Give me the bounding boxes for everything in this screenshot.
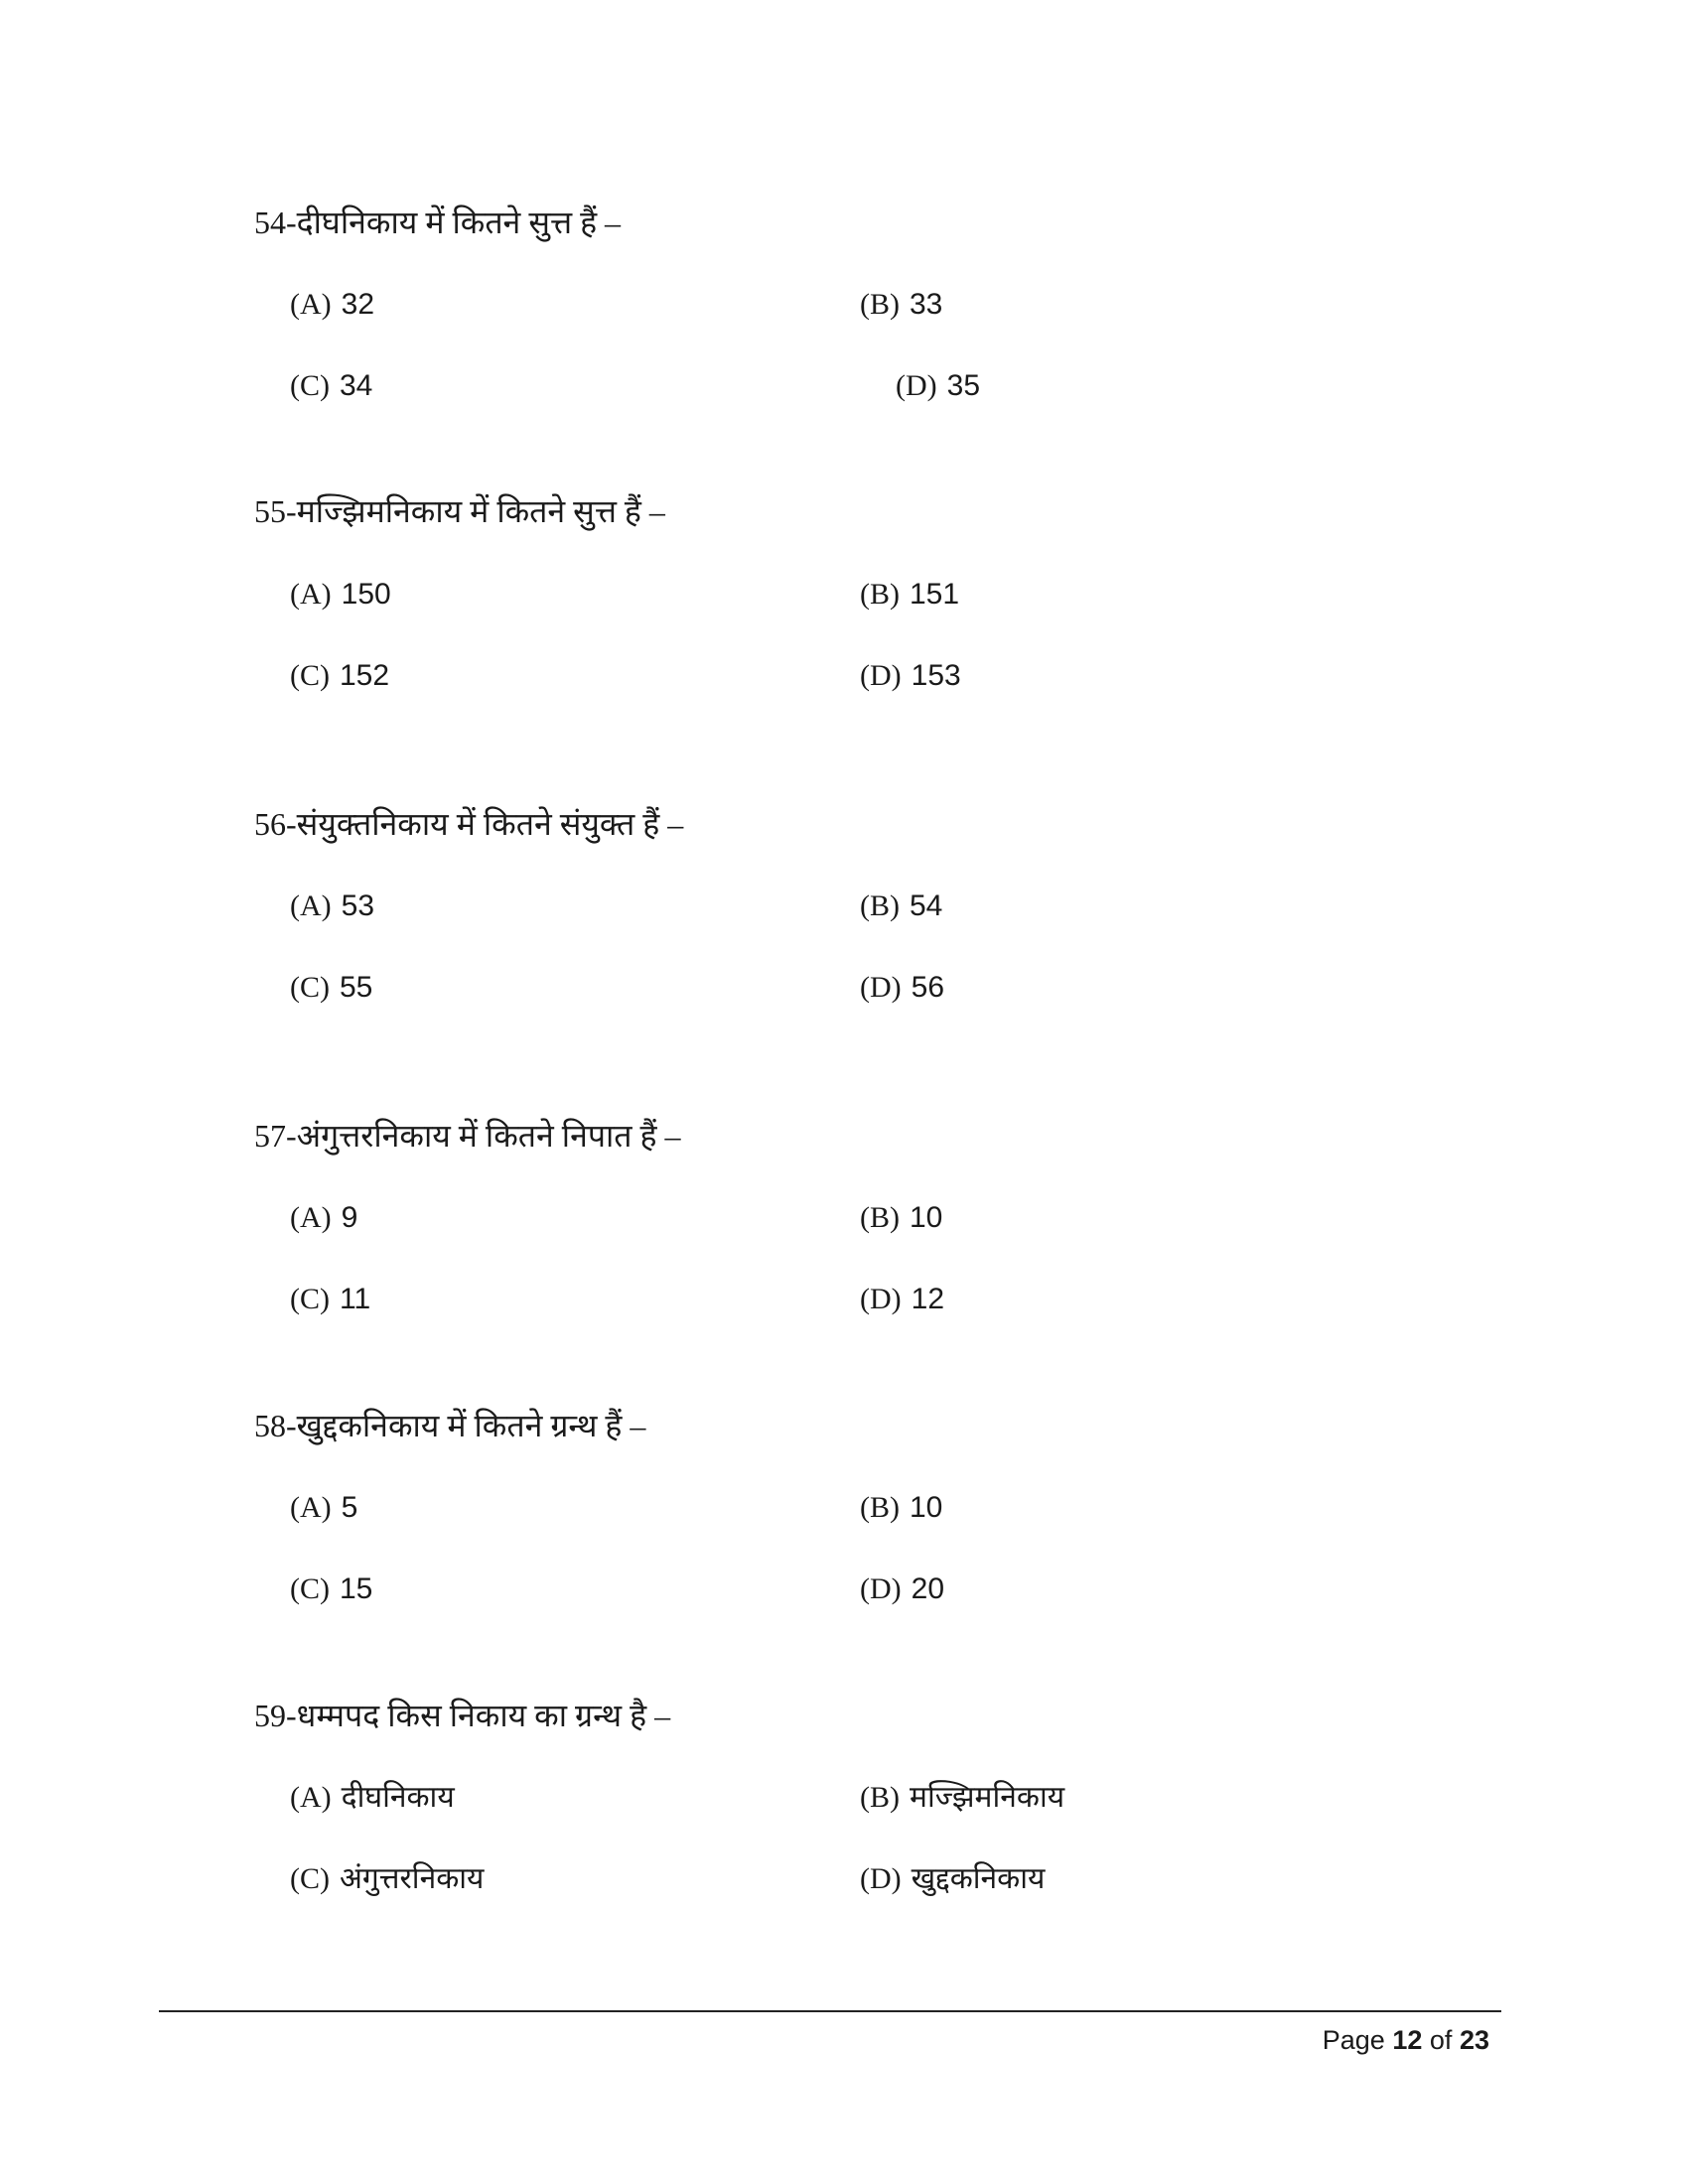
question-58-option-c xyxy=(290,1574,372,1604)
option-label: (A) xyxy=(290,889,332,922)
of-word: of xyxy=(1429,2025,1453,2055)
option-text: 150 xyxy=(341,578,391,611)
option-label: (C) xyxy=(290,1283,330,1315)
current-page: 12 xyxy=(1392,2025,1423,2055)
option-text: 151 xyxy=(910,578,960,611)
question-56-option-a xyxy=(290,891,374,921)
option-label: (C) xyxy=(290,659,330,692)
question-56-option-b xyxy=(860,891,942,921)
option-text: 10 xyxy=(910,1491,943,1524)
option-text: 153 xyxy=(911,659,961,692)
option-label: (C) xyxy=(290,1862,330,1895)
footer-divider xyxy=(159,2010,1501,2012)
question-54-option-b xyxy=(860,290,942,320)
option-text: 5 xyxy=(341,1491,358,1524)
option-text: 152 xyxy=(340,659,390,692)
question-56-text: 56-संयुक्तनिकाय में कितने संयुक्त हैं – xyxy=(254,806,684,842)
option-text: 20 xyxy=(911,1572,945,1605)
question-54-option-a xyxy=(290,290,374,320)
option-text: 11 xyxy=(340,1283,371,1315)
question-57-text: 57-अंगुत्तरनिकाय में कितने निपात हैं – xyxy=(254,1118,681,1154)
question-54-option-c xyxy=(290,371,372,401)
option-label: (D) xyxy=(860,659,902,692)
option-text: 55 xyxy=(340,971,373,1004)
option-text: दीघनिकाय xyxy=(341,1780,455,1815)
option-text: 15 xyxy=(340,1572,373,1605)
option-label: (B) xyxy=(860,288,900,321)
question-54-option-d xyxy=(896,371,980,401)
question-57-option-d xyxy=(860,1285,944,1314)
option-label: (B) xyxy=(860,1201,900,1234)
option-label: (B) xyxy=(860,1781,900,1814)
question-58-text: 58-खुद्दकनिकाय में कितने ग्रन्थ हैं – xyxy=(254,1408,646,1443)
option-label: (C) xyxy=(290,1572,330,1605)
question-54-text: 54-दीघनिकाय में कितने सुत्त हैं – xyxy=(254,205,622,240)
question-58-option-b xyxy=(860,1493,942,1523)
option-text: 9 xyxy=(341,1201,358,1234)
option-label: (D) xyxy=(860,1862,902,1895)
option-text: मज्झिमनिकाय xyxy=(910,1780,1065,1815)
option-label: (D) xyxy=(860,1572,902,1605)
option-text: 33 xyxy=(910,288,943,321)
option-text: 53 xyxy=(341,889,375,922)
option-label: (A) xyxy=(290,578,332,611)
option-label: (B) xyxy=(860,889,900,922)
question-55-option-b xyxy=(860,580,959,610)
option-text: अंगुत्तरनिकाय xyxy=(340,1861,485,1896)
option-text: 12 xyxy=(911,1283,945,1315)
page-number xyxy=(1323,2025,1489,2056)
option-label: (D) xyxy=(860,971,902,1004)
question-58-option-d xyxy=(860,1574,944,1604)
option-text: 56 xyxy=(911,971,945,1004)
question-57-option-b xyxy=(860,1203,942,1233)
option-text: 32 xyxy=(341,288,375,321)
question-59-option-d xyxy=(860,1861,1046,1896)
option-text: 10 xyxy=(910,1201,943,1234)
question-59-text: 59-धम्मपद किस निकाय का ग्रन्थ है – xyxy=(254,1698,671,1733)
option-label: (C) xyxy=(290,971,330,1004)
option-label: (D) xyxy=(860,1283,902,1315)
question-55-text: 55-मज्झिमनिकाय में कितने सुत्त हैं – xyxy=(254,493,665,529)
option-label: (D) xyxy=(896,369,937,402)
question-56-option-d xyxy=(860,973,944,1003)
question-59-option-a xyxy=(290,1780,455,1815)
option-text: खुद्दकनिकाय xyxy=(911,1861,1046,1896)
option-label: (A) xyxy=(290,1781,332,1814)
option-label: (A) xyxy=(290,288,332,321)
option-text: 54 xyxy=(910,889,943,922)
question-55-option-d xyxy=(860,661,961,691)
total-pages: 23 xyxy=(1459,2025,1489,2055)
question-55-option-a xyxy=(290,580,391,610)
page-word: Page xyxy=(1322,2025,1385,2055)
question-55-option-c xyxy=(290,661,389,691)
option-label: (B) xyxy=(860,1491,900,1524)
option-text: 35 xyxy=(946,369,981,402)
question-56-option-c xyxy=(290,973,372,1003)
question-58-option-a xyxy=(290,1493,357,1523)
option-label: (C) xyxy=(290,369,330,402)
option-label: (B) xyxy=(860,578,900,611)
question-57-option-a xyxy=(290,1203,357,1233)
option-label: (A) xyxy=(290,1201,332,1234)
option-text: 34 xyxy=(340,369,373,402)
option-label: (A) xyxy=(290,1491,332,1524)
question-59-option-c xyxy=(290,1861,485,1896)
question-59-option-b xyxy=(860,1780,1065,1815)
question-57-option-c xyxy=(290,1285,370,1314)
